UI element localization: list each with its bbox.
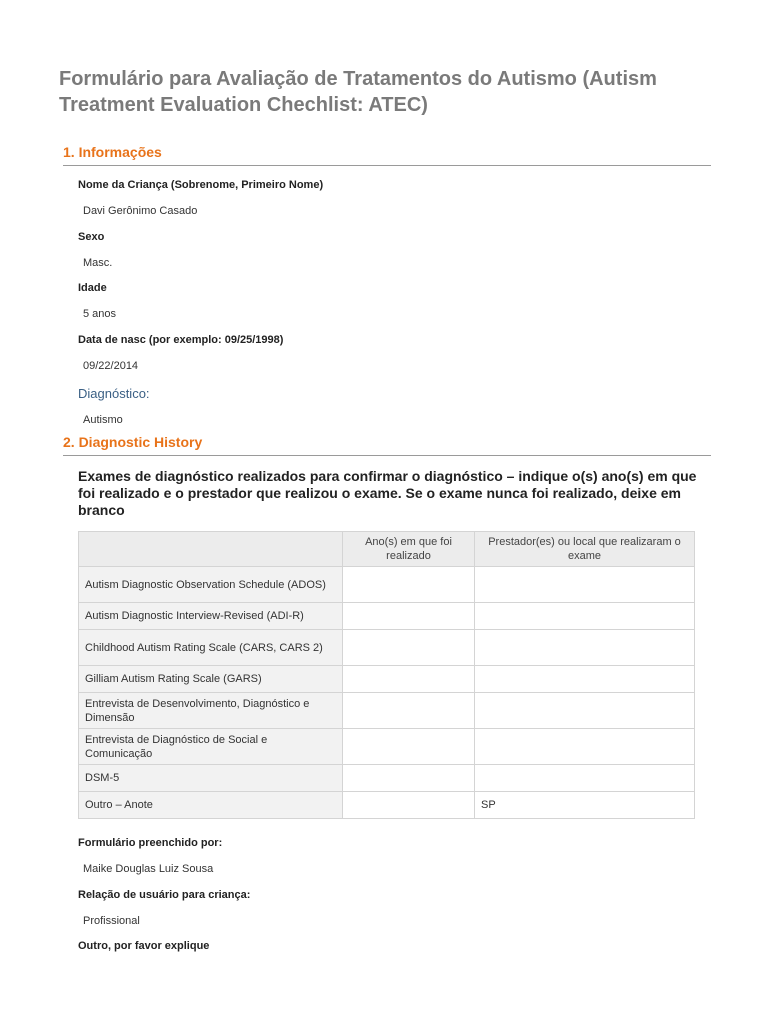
exam-name-cell: Entrevista de Desenvolvimento, Diagnóstico e Dimensão xyxy=(79,693,343,729)
relation-label: Relação de usuário para criança: xyxy=(78,889,251,901)
sex-value: Masc. xyxy=(83,257,113,269)
years-cell xyxy=(343,603,475,630)
table-row xyxy=(79,693,695,729)
table-row xyxy=(79,567,695,603)
diagnosis-label: Diagnóstico: xyxy=(78,386,150,401)
table-row xyxy=(79,603,695,630)
years-cell xyxy=(343,666,475,693)
age-value: 5 anos xyxy=(83,308,117,320)
table-header-row xyxy=(79,532,695,567)
years-cell xyxy=(343,729,475,765)
page-title: Formulário para Avaliação de Tratamentos do Autismo (Autism Treatment Evaluation Chechlist: ATEC) xyxy=(59,68,657,116)
other-explain-label: Outro, por favor explique xyxy=(78,940,210,952)
provider-cell xyxy=(475,765,695,792)
provider-cell xyxy=(475,567,695,603)
diagnostic-question: Exames de diagnóstico realizados para confirmar o diagnóstico – indique o(s) ano(s) em que foi realizado e o prestador que realizou o exame. Se o exame nunca foi realizado, deixe em branco xyxy=(78,468,697,518)
table-row xyxy=(79,666,695,693)
exam-name-cell: Autism Diagnostic Interview-Revised (ADI-R) xyxy=(79,603,343,630)
sex-label: Sexo xyxy=(78,231,105,243)
child-name-label: Nome da Criança (Sobrenome, Primeiro Nome) xyxy=(78,179,324,191)
child-name-value: Davi Gerônimo Casado xyxy=(83,205,198,217)
table-row xyxy=(79,765,695,792)
diagnostic-table xyxy=(78,531,695,819)
years-cell xyxy=(343,765,475,792)
table-row xyxy=(79,792,695,819)
table-row xyxy=(79,729,695,765)
provider-cell xyxy=(475,630,695,666)
years-cell xyxy=(343,630,475,666)
exam-name-cell: Entrevista de Diagnóstico de Social e Comunicação xyxy=(79,729,343,765)
filled-by-label: Formulário preenchido por: xyxy=(78,837,223,849)
exam-name-cell: Autism Diagnostic Observation Schedule (ADOS) xyxy=(79,567,343,603)
provider-cell xyxy=(475,729,695,765)
provider-cell xyxy=(475,666,695,693)
table-header-provider: Prestador(es) ou local que realizaram o exame xyxy=(475,532,695,567)
table-header-years: Ano(s) em que foi realizado xyxy=(343,532,475,567)
table-row xyxy=(79,630,695,666)
dob-value: 09/22/2014 xyxy=(83,360,139,372)
years-cell xyxy=(343,693,475,729)
exam-name-cell: Gilliam Autism Rating Scale (GARS) xyxy=(79,666,343,693)
diagnosis-value: Autismo xyxy=(83,414,123,426)
exam-name-cell: DSM-5 xyxy=(79,765,343,792)
provider-cell: SP xyxy=(475,792,695,819)
years-cell xyxy=(343,567,475,603)
section-heading-diagnostic-history: 2. Diagnostic History xyxy=(63,434,711,456)
relation-value: Profissional xyxy=(83,915,140,927)
section-heading-informacoes: 1. Informações xyxy=(63,144,711,166)
table-header-exam xyxy=(79,532,343,567)
years-cell xyxy=(343,792,475,819)
age-label: Idade xyxy=(78,282,107,294)
dob-label: Data de nasc (por exemplo: 09/25/1998) xyxy=(78,334,284,346)
provider-cell xyxy=(475,693,695,729)
exam-name-cell: Outro – Anote xyxy=(79,792,343,819)
filled-by-value: Maike Douglas Luiz Sousa xyxy=(83,863,214,875)
provider-cell xyxy=(475,603,695,630)
exam-name-cell: Childhood Autism Rating Scale (CARS, CARS 2) xyxy=(79,630,343,666)
